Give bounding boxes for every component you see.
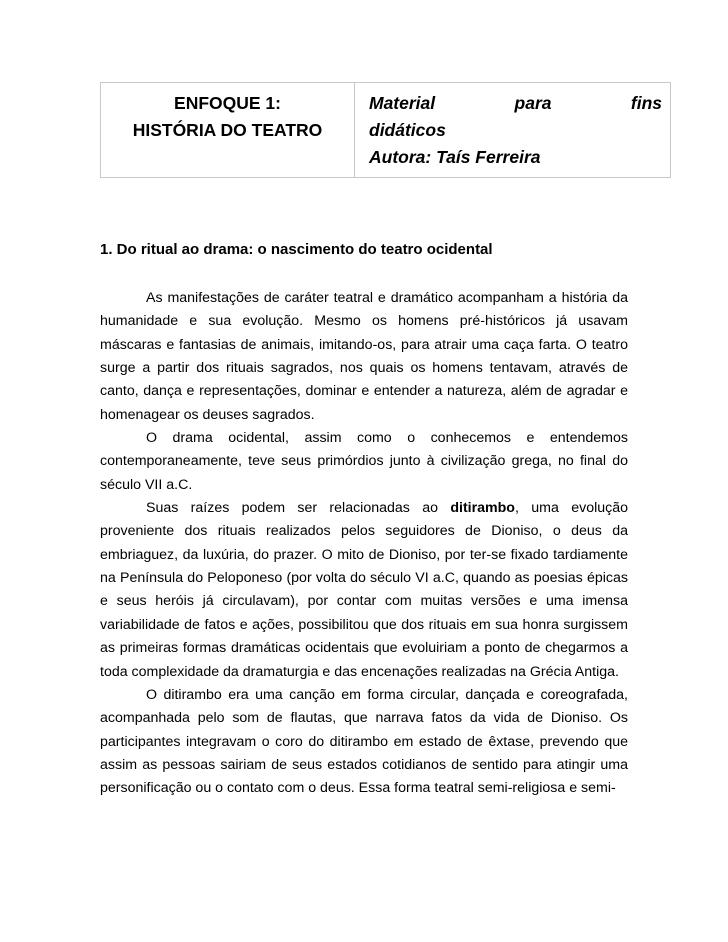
header-right-cell <box>355 83 671 178</box>
paragraph-1: As manifestações de caráter teatral e dramático acompanham a história da humanidade e sua evolução. Mesmo os homens pré-históricos já usavam máscaras e fantasias de animais, imitando-os, para atrair uma caça farta. O teatro surge a partir dos rituais sagrados, nos quais os homens tentavam, através de canto, dança e representações, dominar e entender a natureza, além de agradar e homenagear os deuses sagrados. <box>100 290 628 423</box>
header-table <box>100 82 671 178</box>
header-didaticos: didáticos <box>369 120 446 140</box>
paragraph-3 <box>100 497 628 684</box>
paragraph-2: O drama ocidental, assim como o conhecemos e entendemos contemporaneamente, teve seus primórdios junto à civilização grega, no final do século VII a.C. <box>100 430 628 493</box>
header-left-cell <box>101 83 355 178</box>
paragraph-3-start: Suas raízes podem ser relacionadas ao <box>146 500 451 517</box>
header-enfoque: ENFOQUE 1: <box>174 93 281 113</box>
body-text <box>100 287 628 801</box>
header-autora: Autora: Taís Ferreira <box>369 147 541 167</box>
header-historia: HISTÓRIA DO TEATRO <box>132 120 323 140</box>
header-material: Material para fins <box>369 93 662 113</box>
paragraph-4: O ditirambo era uma canção em forma circular, dançada e coreografada, acompanhada pelo som de flautas, que narrava fatos da vida de Dioniso. Os participantes integravam o coro do ditirambo em estado de êxtase, prevendo que assim as pessoas sairiam de seus estados cotidianos de sentido para atingir uma personificação ou o contato com o deus. Essa forma teatral semi-religiosa e semi- <box>100 686 628 797</box>
ditirambo-term: ditirambo <box>450 500 515 517</box>
section-title: 1. Do ritual ao drama: o nascimento do teatro ocidental <box>100 241 493 258</box>
paragraph-3-end: , uma evolução proveniente dos rituais realizados pelos seguidores de Dioniso, o deus da embriaguez, da luxúria, do prazer. O mito de Dioniso, por ter-se fixado tardiamente na Península do Peloponeso (por volta do século VI a.C, quando as poesias épicas e seus heróis já circulavam), por contar com muitas versões e uma imensa variabilidade de fatos e ações, possibilitou que dos rituais em sua honra surgissem as primeiras formas dramáticas ocidentais que evoluiriam a ponto de chegarmos a toda complexidade da dramaturgia e das encenações realizadas na Grécia Antiga. <box>100 500 628 680</box>
